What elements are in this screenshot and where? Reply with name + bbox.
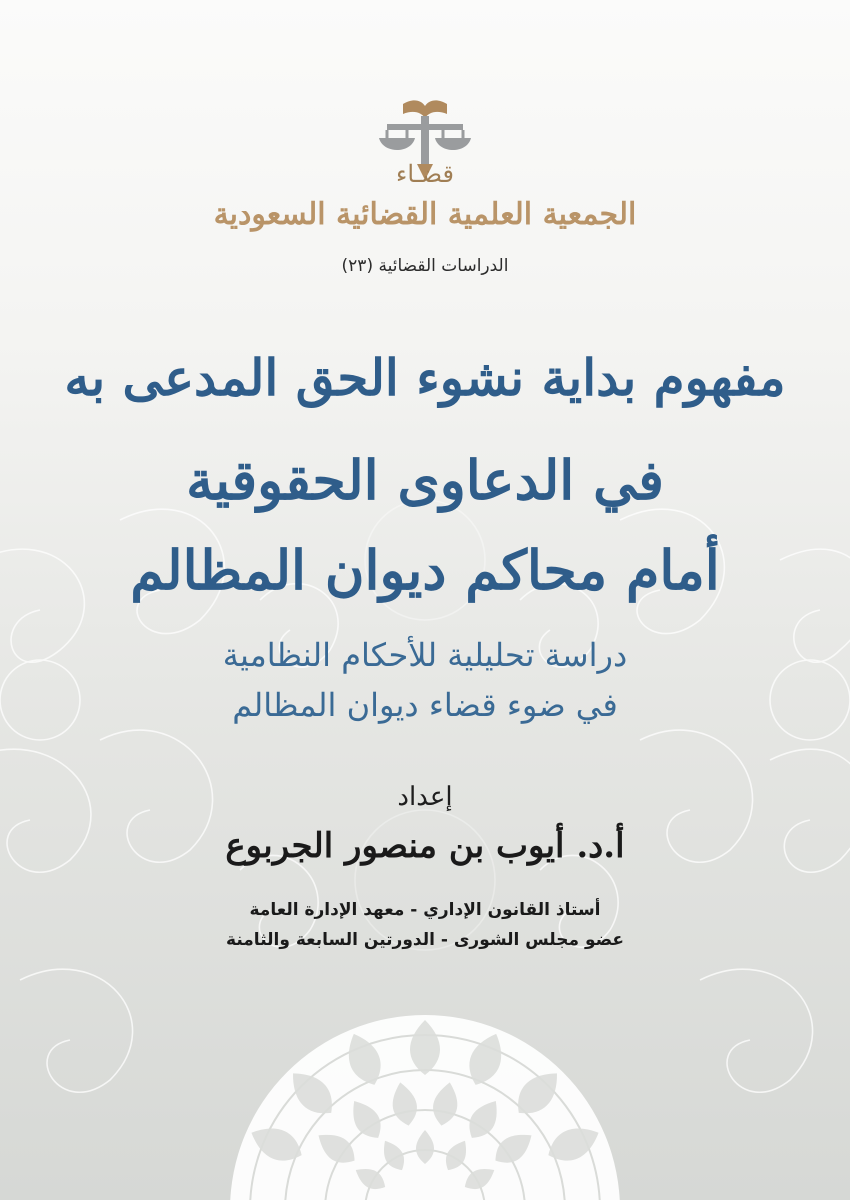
author-name: أ.د. أيوب بن منصور الجربوع xyxy=(225,826,625,866)
rosette-ornament xyxy=(215,1010,635,1200)
series-label: الدراسات القضائية (٢٣) xyxy=(341,256,509,276)
author-affiliation-2: عضو مجلس الشورى - الدورتين السابعة والثامنة xyxy=(226,930,624,950)
subtitle-line-2: في ضوء قضاء ديوان المظالم xyxy=(232,686,618,724)
title-line-2: في الدعاوى الحقوقية xyxy=(186,448,664,512)
subtitle-line-1: دراسة تحليلية للأحكام النظامية xyxy=(222,636,628,674)
author-affiliation-1: أستاذ القانون الإداري - معهد الإدارة العامة xyxy=(249,900,601,920)
title-line-3: أمام محاكم ديوان المظالم xyxy=(130,538,720,602)
logo-wordmark: قضـاء xyxy=(396,160,454,188)
organization-name: الجمعية العلمية القضائية السعودية xyxy=(213,197,637,232)
title-line-1: مفهوم بداية نشوء الحق المدعى به xyxy=(64,348,786,407)
prepared-by-label: إعداد xyxy=(397,782,453,812)
